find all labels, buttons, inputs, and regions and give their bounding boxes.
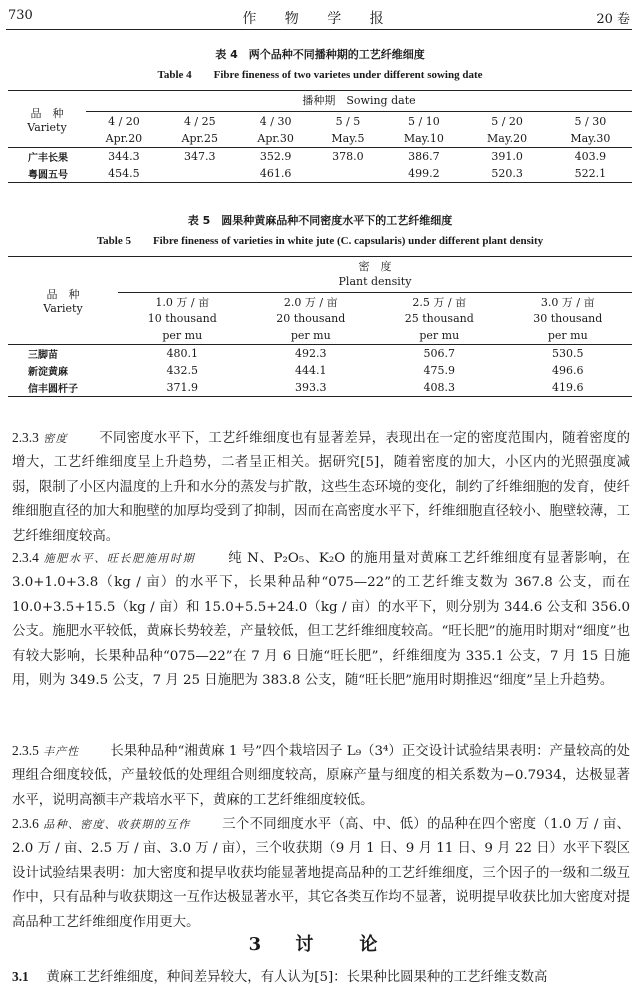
chapter-heading: 3 讨 论 [248, 934, 392, 955]
table4-date-zh: 5 / 5 [335, 115, 361, 128]
table4-date-zh: 4 / 30 [259, 115, 292, 128]
table5-row-name: 新淀黄麻 [28, 367, 68, 378]
table5-density-en: 10 thousand [147, 312, 217, 325]
section-number: 2.3.5 [12, 743, 39, 758]
table4-date-en: May.5 [331, 132, 365, 145]
table4-date-en: Apr.20 [105, 132, 143, 145]
table5-caption-zh: 表 5 圆果种黄麻品种不同密度水平下的工艺纤维细度 [187, 214, 453, 227]
section-body: 长果种品种“湘黄麻 1 号”四个栽培因子 L₉（3⁴）正交设计试验结果表明：产量较高的处理组合细度较低，产量较低的处理组合则细度较高，原麻产量与细度的相关系数为−0.7934，达极显著水平，说明高额丰产栽培水平下，黄麻的工艺纤维细度较低。 [12, 744, 630, 808]
table4-cell: 347.3 [162, 148, 238, 166]
table5-density-en: 30 thousand [533, 312, 603, 325]
section-body: 纯 N、P₂O₅、K₂O 的施用量对黄麻工艺纤维细度有显著影响，在 3.0+1.0+3.8（kg / 亩）的水平下，长果种品种“075—22”的工艺纤维支数为 367.8 公支，而在 10.0+3.5+15.5（kg / 亩）和 15.0+5.5+24.0（kg / 亩）的水平下，则分别为 344.6 公支和 356.0 公支。施肥水平较低，黄麻长势较差，产量较低，但工艺纤维细度较高。“旺长肥”的施用时期对“细度”也有较大影响，长果种品种“075—22”在 7 月 6 日施“旺长肥”，纤维细度为 335.1 公支，7 月 15 日施用，则为 349.5 公支，7 月 25 日施肥为 383.8 公支，随“旺长肥”施用时期推迟“细度”呈上升趋势。 [12, 551, 630, 689]
table4-date-en: May.30 [570, 132, 611, 145]
table4-date-zh: 4 / 25 [183, 115, 216, 128]
table5-stub [8, 257, 118, 345]
table4-stub [8, 91, 86, 148]
section-number: 2.3.3 [12, 430, 39, 445]
table5-cell: 492.3 [247, 345, 376, 363]
table5-group-header-zh: 密 度 [118, 257, 632, 276]
table4-cell: 378.0 [314, 148, 383, 166]
section-2-3-6 [12, 812, 630, 935]
table5-density-en: 20 thousand [276, 312, 346, 325]
table4-caption-en: Table 4 Fibre fineness of two varietes under different sowing date [157, 69, 483, 81]
table-row [8, 379, 632, 397]
table4-date-en: Apr.25 [181, 132, 219, 145]
table5-cell: 371.9 [118, 379, 247, 397]
table5-cell: 530.5 [504, 345, 633, 363]
section-body: 黄麻工艺纤维细度，种间差异较大，有人认为[5]：长果种比圆果种的工艺纤维支数高 [46, 970, 548, 985]
volume-label: 20 卷 [596, 12, 630, 27]
table5-caption-en: Table 5 Fibre fineness of varieties in white jute (C. capsularis) under different plant density [96, 235, 544, 247]
table4-date-zh: 5 / 10 [408, 115, 440, 128]
table4-stub-zh: 品 种 [30, 106, 64, 120]
section-title: 品种、密度、收获期的互作 [43, 818, 191, 831]
table5-density-unit: per mu [419, 329, 460, 342]
table5-density-unit: per mu [162, 329, 203, 342]
table4 [8, 90, 632, 183]
running-header [8, 8, 630, 28]
table5-group-header-en: Plant density [118, 275, 632, 293]
table5-cell: 432.5 [166, 364, 198, 377]
table5-cell: 480.1 [118, 345, 247, 363]
table5-cell: 408.3 [375, 379, 504, 397]
table-row [8, 345, 632, 363]
table5-cell: 393.3 [247, 379, 376, 397]
table5-density-unit: per mu [290, 329, 331, 342]
table5-density-zh: 1.0 万 / 亩 [155, 295, 210, 309]
table4-cell: 454.5 [86, 165, 162, 183]
table5-cell: 506.7 [375, 345, 504, 363]
journal-title: 作 物 学 报 [242, 11, 396, 27]
table5-density-en: 25 thousand [404, 312, 474, 325]
table4-cell [162, 165, 238, 183]
table4-cell: 461.6 [238, 165, 314, 183]
table-row [8, 165, 632, 183]
table4-cell: 403.9 [549, 148, 632, 166]
table5-row-name: 信丰圆杆子 [8, 379, 118, 397]
table4-cell: 391.0 [465, 148, 548, 166]
table4-cell: 344.3 [86, 148, 162, 166]
table4-date-en: May.20 [487, 132, 528, 145]
table4-date-zh: 5 / 30 [574, 115, 607, 128]
table5-density-zh: 2.5 万 / 亩 [412, 295, 467, 309]
table5 [8, 256, 632, 397]
page-number: 730 [8, 8, 33, 23]
table4-stub-en: Variety [27, 120, 67, 134]
table4-cell: 386.7 [382, 148, 465, 166]
section-number: 2.3.6 [12, 816, 39, 831]
section-2-3-3 [12, 426, 630, 549]
table4-date-en: May.10 [403, 132, 444, 145]
table5-stub-en: Variety [43, 302, 83, 315]
section-body: 三个不同细度水平（高、中、低）的品种在四个密度（1.0 万 / 亩、2.0 万 / 亩、2.5 万 / 亩、3.0 万 / 亩），三个收获期（9 月 1 日、9 月 11 日、9 月 22 日）水平下裂区设计试验结果表明：加大密度和提早收获均能显著地提高品种的工艺纤维细度，三个因子的一级和二级互作中，只有品种与收获期这一互作达极显著水平，其它各类互作均不显著，说明提早收获比加大密度对提高品种工艺纤维细度作用更大。 [12, 817, 630, 930]
section-title: 丰产性 [43, 745, 80, 758]
table4-group-header: 播种期 Sowing date [86, 91, 632, 114]
section-title: 施肥水平、旺长肥施用时期 [43, 552, 196, 565]
table5-cell: 496.6 [552, 364, 584, 377]
table4-row-name: 广丰长果 [8, 148, 86, 166]
table4-row-name: 粤圆五号 [8, 165, 86, 183]
table4-date-zh: 4 / 20 [108, 115, 140, 128]
table5-cell: 444.1 [295, 364, 327, 377]
table5-density-zh: 3.0 万 / 亩 [540, 295, 595, 309]
table5-density-zh: 2.0 万 / 亩 [283, 295, 338, 309]
table4-group-rule [86, 111, 632, 112]
table5-row-name: 三脚苗 [8, 345, 118, 363]
table5-density-unit: per mu [547, 329, 588, 342]
table4-date-zh: 5 / 20 [491, 115, 523, 128]
table-row [8, 148, 632, 166]
table4-cell: 520.3 [465, 165, 548, 183]
table5-cell: 419.6 [504, 379, 633, 397]
table4-caption-zh: 表 4 两个品种不同播种期的工艺纤维细度 [215, 48, 425, 61]
table-row [8, 362, 632, 379]
table4-date-en: Apr.30 [257, 132, 294, 145]
section-3-1 [12, 966, 630, 985]
section-2-3-4 [12, 546, 630, 693]
section-body: 不同密度水平下，工艺纤维细度也有显著差异，表现出在一定的密度范围内，随着密度的增大，工艺纤维细度呈上升趋势，二者呈正相关。据研究[5]，随着密度的加大，小区内的光照强度减弱，限制了小区内温度的上升和水分的蒸发与扩散，这些生态环境的变化，制约了纤维细胞的发育，使纤维细胞直径的加大和胞壁的加厚均受到了抑制，因而在高密度水平下，纤维细胞直径较小、胞壁较薄，工艺纤维细度较高。 [12, 431, 631, 544]
table4-cell: 499.2 [382, 165, 465, 183]
table4-cell: 522.1 [549, 165, 632, 183]
section-number: 3.1 [12, 969, 29, 984]
table5-stub-zh: 品 种 [46, 288, 80, 301]
table4-cell [314, 165, 383, 183]
section-2-3-5 [12, 739, 630, 813]
header-rule [6, 29, 632, 30]
table5-cell: 475.9 [423, 364, 455, 377]
section-number: 2.3.4 [12, 550, 39, 565]
table4-cell: 352.9 [238, 148, 314, 166]
section-title: 密度 [43, 432, 68, 445]
